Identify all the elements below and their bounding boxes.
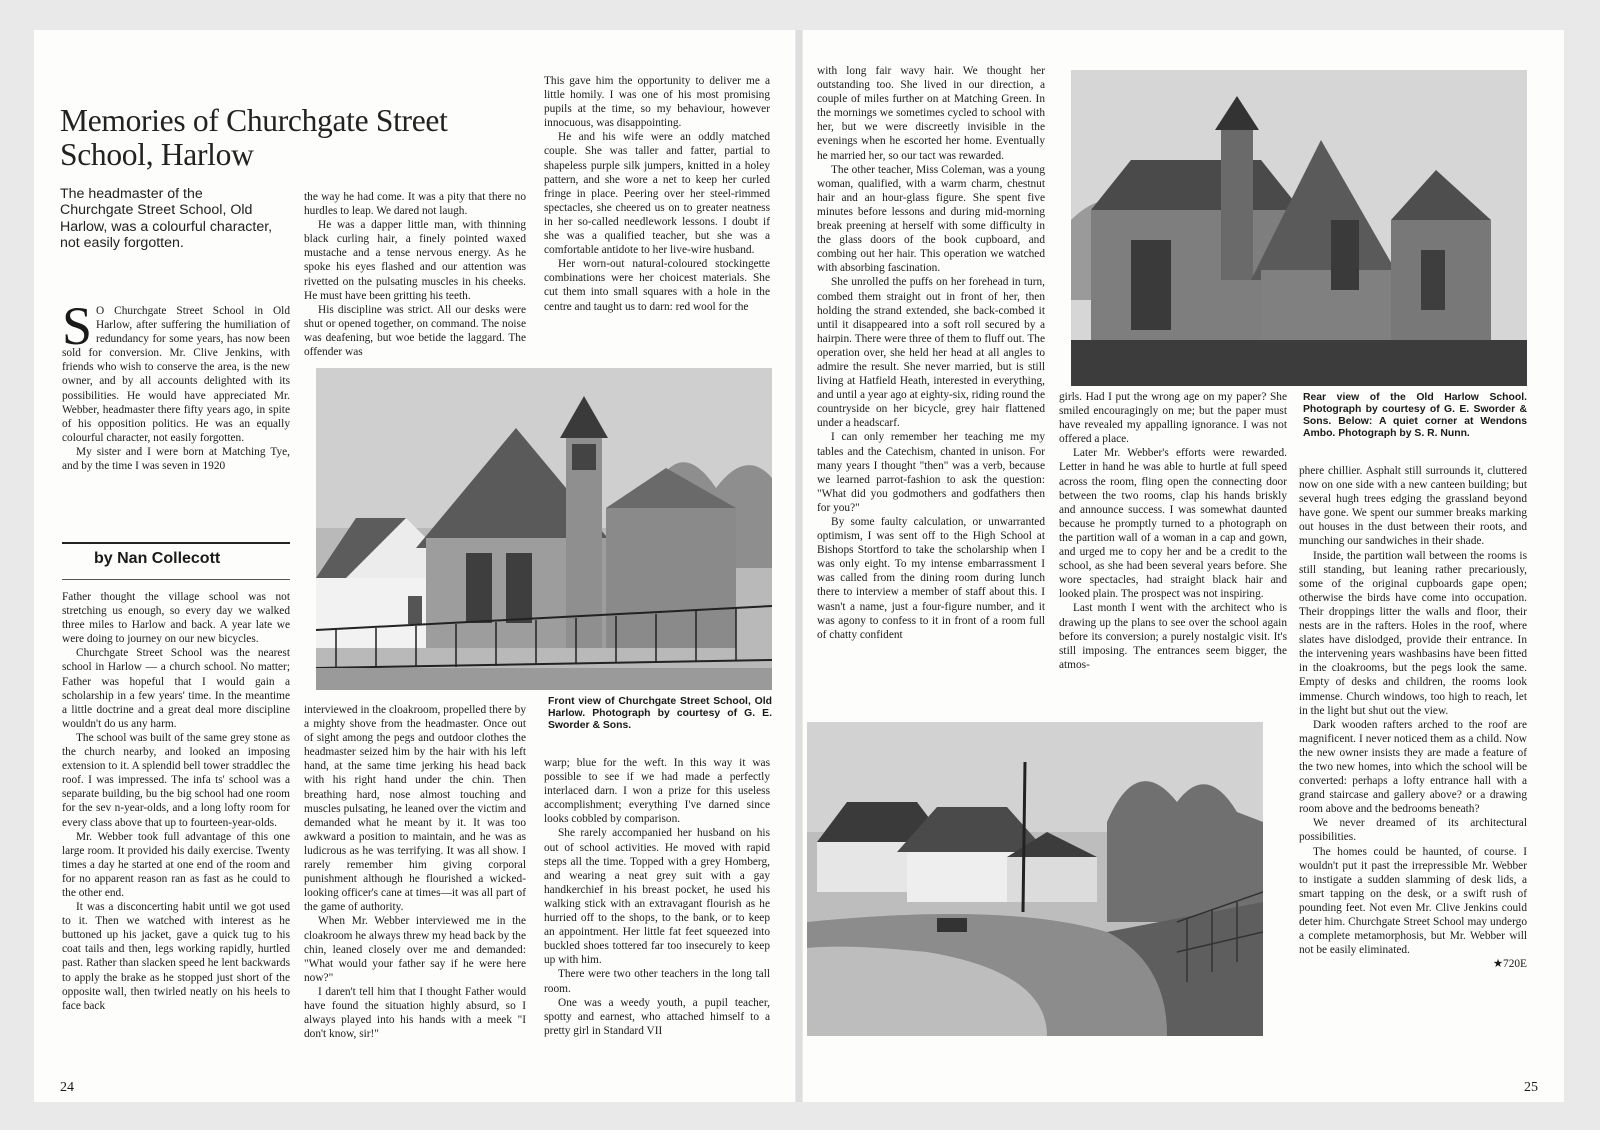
paragraph: We never dreamed of its architectural possibilities.: [1299, 817, 1527, 844]
paragraph: Her worn-out natural-coloured stockingette combinations were her choicest materials. She cut them into small squares with a hole in the centre and taught us to darn: red wool for the: [544, 258, 770, 313]
left-col-3-top: [544, 74, 770, 314]
end-mark: ★720E: [1492, 958, 1527, 971]
paragraph: phere chillier. Asphalt still surrounds it, cluttered now on one side with a new canteen building; but several hugh trees edging the grassland beyond have gone. We spent our summer breaks marking out houses in the dust between their roots, and munching our sandwiches in their shade.: [1299, 465, 1527, 548]
paragraph: There were two other teachers in the long tall room.: [544, 968, 770, 995]
paragraph: interviewed in the cloakroom, propelled there by a mighty shove from the headmaster. Once out of sight among the pegs and outdoor clothes the headmaster seized him by the hair with his left hand, at the same time jerking his head back with his right hand under the chin. Then breathing hard, nose almost touching and muscles pulsating, he leaned over the victim and demanded what he meant by it. It was too awkward a position to maintain, and he was as ludicrous as he was terrifying. It was all show. I rarely remember him giving corporal punishment although he flourished a wicked-looking officer's cane at times—it was all part of the game of authority.: [304, 704, 526, 914]
drop-cap: S: [62, 296, 93, 356]
intro-paragraph: [62, 296, 290, 445]
intro-text: O Churchgate Street School in Old Harlow, after suffering the humiliation of redundancy for some years, has now been sold for conversion. Mr. Clive Jenkins, with friends who wish to conserve the area, is the new owner, and by all accounts delighted with its possibilities. He would have appreciated Mr. Webber, headmaster there fifty years ago, in spite of his opposition politics. He was an equally colourful character, not easily forgotten.: [62, 305, 290, 444]
paragraph: I can only remember her teaching me my tables and the Catechism, chanted in unison. For many years I thought "then" was a verb, because we learned parrot-fashion to ask the question: "What did you godmothers and godfathers then for you?": [817, 431, 1045, 514]
paragraph: She unrolled the puffs on her forehead in turn, combed them straight out in front of her, then holding the strand extended, she back-combed it until it disappeared into a soft roll secured by a hairpin. There were three of them to fluff out. The operation over, she held her head at all angles to admire the result. She never married, but is still living at Hatfield Heath, interested in everything, and until a year ago at eighty-six, riding round the countryside on her bicycle, grey hair flattened under a headscarf.: [817, 276, 1045, 430]
paragraph: The homes could be haunted, of course. I wouldn't put it past the irrepressible Mr. Webber to instigate a sudden slamming of desk lids, a smart tapping on the desk, or a swift rush of pounding feet. Not even Mr. Clive Jenkins could deter him. Churchgate Street School may undergo a complete metamorphosis, but Mr. Webber will not be easily eliminated.: [1299, 845, 1527, 957]
paragraph: The other teacher, Miss Coleman, was a young woman, qualified, with a warm charm, chestnut hair and an hour-glass figure. She spent five minutes before lessons and during mid-morning break preening at herself with some difficulty in the glass doors of the book cupboard, and combing out her hair. This operation we watched with absorbing fascination.: [817, 163, 1045, 275]
page-gutter: [796, 30, 802, 1102]
rear-view-photo: [1071, 70, 1527, 386]
paragraph: with long fair wavy hair. We thought her outstanding too. She lived in our direction, a couple of miles further on at Matching Green. In the mornings we sometimes cycled to school with her, but we were discreetly invisible in the evenings when he escorted her home. Eventually he married her, so our tact was rewarded.: [817, 65, 1045, 162]
page-number: 24: [60, 1080, 74, 1095]
paragraph: By some faulty calculation, or unwarranted optimism, I was sent off to the High School at Bishops Stortford to take the scholarship when I was only eight. To my intense embarrassment I was called from the dining room during lunch there to interview a member of staff about this. I wasn't a name, just a four-figure number, and it was agony to confess to it in front of a room full of chatty confident: [817, 516, 1045, 641]
paragraph: He was a dapper little man, with thinning black curling hair, a finely pointed waxed mustache and a tense nervous energy. As he spoke his eyes flashed and our attention was rivetted on the pulsating muscles in his cheeks. He must have been gritting his teeth.: [304, 219, 526, 302]
rear-photo-caption: Rear view of the Old Harlow School. Photograph by courtesy of G. E. Sworder & Sons. Below: A quiet corner at Wendons Ambo. Photograph by S. R. Nunn.: [1303, 392, 1527, 439]
left-col-2-bottom: [304, 703, 526, 1041]
right-page: [803, 30, 1564, 1102]
right-col-3: [1299, 464, 1527, 971]
front-photo-caption: Front view of Churchgate Street School, Old Harlow. Photograph by courtesy of G. E. Sworder & Sons.: [548, 696, 772, 731]
paragraph: Father thought the village school was not stretching us enough, so every day we walked three miles to Harlow and back. A year late we were doing to journey on our new bicycles.: [62, 591, 290, 646]
paragraph: Inside, the partition wall between the rooms is still standing, but leaning rather precariously, some of the original cupboards gape open; otherwise the birds have come into occupation. Their droppings litter the walls and floor, their nests are in the rafters. Holes in the roof, where slates have dislodged, provide their entrance. In the intervening years washbasins have been fitted in the cloakrooms, but the pegs look the same. Empty of desks and children, the rooms look immense. Church windows, too high to reach, let in the light but shut out the view.: [1299, 549, 1527, 717]
paragraph: One was a weedy youth, a pupil teacher, spotty and earnest, who attached himself to a pretty girl in Standard VII: [544, 996, 770, 1037]
paragraph: She rarely accompanied her husband on his out of school activities. He moved with rapid steps all the time. Topped with a grey Homberg, and wearing a neat grey suit with a gay handkerchief in his breast pocket, he used his walking stick with an extravagant flourish as he hurried off to the shops, to the bank, or to keep an appointment. Her little fat feet squeezed into buckled shoes tottered far too insecurely to keep up with him.: [544, 827, 770, 967]
village-corner-photo: [807, 722, 1263, 1036]
right-col-1: [817, 64, 1045, 642]
article-title: Memories of Churchgate Street School, Harlow: [60, 103, 448, 172]
paragraph: When Mr. Webber interviewed me in the cloakroom he always threw my head back by the chin, leaned closely over me and demanded: "What would your father say if he were here now?": [304, 915, 526, 984]
paragraph: Churchgate Street School was the nearest school in Harlow — a church school. No matter; Father was hopeful that I would gain a scholarship in a few years' time. In the meantime a little doctrine and a great deal more discipline wouldn't do us any harm.: [62, 647, 290, 730]
paragraph: Later Mr. Webber's efforts were rewarded. Letter in hand he was able to hurtle at full speed across the room, fling open the connecting door between the two rooms, clap his hands briskly and announce success. I was somewhat daunted because he promptly turned to a photograph on the partition wall of a woman in a cap and gown, and urged me to copy her and be a credit to the school, as she had been several years before. She wore spectacles, had straight black hair and looked plain. The prospect was not inspiring.: [1059, 447, 1287, 601]
paragraph: Mr. Webber took full advantage of this one large room. It provided his daily exercise. Twenty times a day he started at one end of the room and for no apparent reason ran as fast as he could to the other end.: [62, 830, 290, 899]
paragraph: Last month I went with the architect who is drawing up the plans to see over the school again before its conversion; a purely nostalgic visit. It's still imposing. The entrances seem bigger, the atmos-: [1059, 602, 1287, 671]
front-view-photo: [316, 368, 772, 690]
byline: by Nan Collecott: [62, 542, 290, 580]
right-col-2: [1059, 390, 1287, 672]
paragraph: This gave him the opportunity to deliver me a little homily. I was one of his most promising pupils at the time, so my behaviour, however innocuous, was disappointing.: [544, 75, 770, 130]
left-col-1-top: [62, 296, 290, 473]
paragraph: girls. Had I put the wrong age on my paper? She smiled encouragingly on me; but the paper must have revealed my appalling ignorance. I was not offered a place.: [1059, 391, 1287, 446]
left-col-3-bottom: [544, 756, 770, 1038]
standfirst: The headmaster of the Churchgate Street School, Old Harlow, was a colourful character, not easily forgotten.: [60, 186, 273, 252]
paragraph: My sister and I were born at Matching Tye, and by the time I was seven in 1920: [62, 445, 290, 473]
paragraph: He and his wife were an oddly matched couple. She was taller and fatter, partial to shapeless purple silk jumpers, knitted in a holey pattern, and she wore a net to keep her curled fringe in place. Peering over her steel-rimmed spectacles, she cheered us on to greater neatness in her so-called needlework lessons. I doubt if she was a qualified teacher, but she was a comfortable antidote to her live-wire husband.: [544, 131, 770, 257]
left-col-1-bottom: [62, 590, 290, 1013]
paragraph: The school was built of the same grey stone as the church nearby, and looked an imposing extension to it. A splendid bell tower straddlec the roof. I was impressed. The infa ts' school was a separate building, bu the big school had one room for the sev n-year-olds, and a long lofty room for every class above that up to fourteen-year-olds.: [62, 731, 290, 829]
page-number: 25: [1524, 1080, 1538, 1095]
paragraph: I daren't tell him that I thought Father would have found the situation highly absurd, so I always played into his hands with a meek "I don't know, sir!": [304, 985, 526, 1041]
paragraph: Dark wooden rafters arched to the roof are magnificent. I never noticed them as a child. Now the new owner insists they are made a feature of the two new homes, into which the school will be converted: perhaps a lofty entrance hall with a grand staircase and gallery above? or a drawing room above and the bedrooms beneath?: [1299, 718, 1527, 816]
paragraph: warp; blue for the weft. In this way it was possible to see if we had made a perfectly interlaced darn. I won a prize for this useless accomplishment; everything I've darned since looks cobbled by comparison.: [544, 757, 770, 826]
paragraph: It was a disconcerting habit until we got used to it. Then we watched with interest as he buttoned up his jacket, gave a quick tug to his coat tails and then, legs working rapidly, hurtled past. Rather than slacken speed he lent backwards to apply the brake as he stopped just short of the opposite wall, then twirled neatly on his heels to face back: [62, 901, 290, 1012]
left-page: [34, 30, 795, 1102]
paragraph: the way he had come. It was a pity that there no hurdles to leap. We dared not laugh.: [304, 191, 526, 218]
paragraph: His discipline was strict. All our desks were shut or opened together, on command. The noise was deafening, but woe betide the laggard. The offender was: [304, 303, 526, 359]
left-col-2-top: [304, 190, 526, 359]
